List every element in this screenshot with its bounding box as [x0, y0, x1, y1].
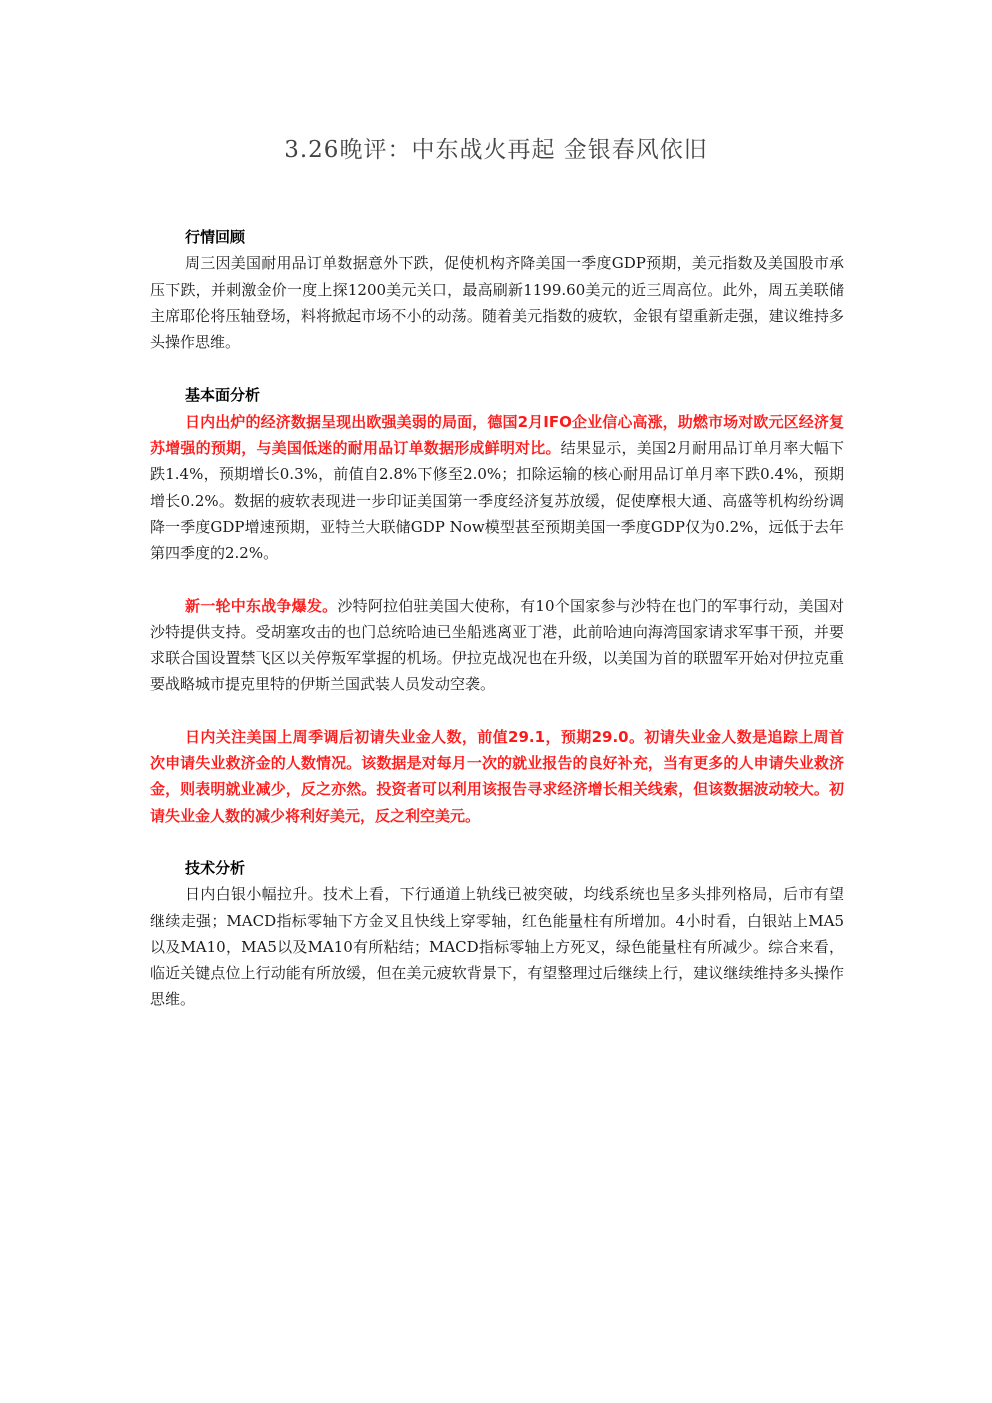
highlight-text: 新一轮中东战争爆发。: [185, 596, 338, 615]
technical-paragraph: 日内白银小幅拉升。技术上看，下行通道上轨线已被突破，均线系统也呈多头排列格局，后市有望继续走强；MACD指标零轴下方金叉且快线上穿零轴，红色能量柱有所增加。4小时看，白银站上MA5以及MA10，MA5以及MA10有所粘结；MACD指标零轴上方死叉，绿色能量柱有所减少。综合来看，临近关键点位上行动能有所放缓，但在美元疲软背景下，有望整理过后继续上行，建议继续维持多头操作思维。: [150, 885, 844, 1009]
fundamental-paragraph-2: [150, 593, 844, 698]
spacer: [150, 829, 844, 855]
fundamental-paragraph-3: [150, 724, 844, 829]
body-text: 沙特阿拉伯驻美国大使称，有10个国家参与沙特在也门的军事行动，美国对沙特提供支持。受胡塞攻击的也门总统哈迪已坐船逃离亚丁港，此前哈迪向海湾国家请求军事干预，并要求联合国设置禁飞区以关停叛军掌握的机场。伊拉克战况也在升级，以美国为首的联盟军开始对伊拉克重要战略城市提克里特的伊斯兰国武装人员发动空袭。: [150, 596, 844, 694]
highlight-text: 日内出炉的经济数据呈现出欧强美弱的局面，德国2月IFO企业信心高涨，助燃市场对欧元区经济复苏增强的预期，与美国低迷的耐用品订单数据形成鲜明对比。: [150, 412, 844, 458]
document-title: 3.26晚评：中东战火再起 金银春风依旧: [284, 137, 708, 163]
body-text: 结果显示，美国2月耐用品订单月率大幅下跌1.4%，预期增长0.3%，前值自2.8%下修至2.0%；扣除运输的核心耐用品订单月率下跌0.4%，预期增长0.2%。数据的疲软表现进一步印证美国第一季度经济复苏放缓，促使摩根大通、高盛等机构纷纷调降一季度GDP增速预期，亚特兰大联储GDP Now模型甚至预期美国一季度GDP仅为0.2%，远低于去年第四季度的2.2%。: [150, 439, 844, 563]
fundamental-paragraph-1: [150, 409, 844, 567]
section-heading-fundamental: 基本面分析: [185, 386, 261, 405]
highlight-text: 日内关注美国上周季调后初请失业金人数，前值29.1，预期29.0。初请失业金人数是追踪上周首次申请失业救济金的人数情况。该数据是对每月一次的就业报告的良好补充，当有更多的人申请失业救济金，则表明就业减少，反之亦然。投资者可以利用该报告寻求经济增长相关线索，但该数据波动较大。初请失业金人数的减少将利好美元，反之利空美元。: [150, 727, 844, 825]
section-heading-technical: 技术分析: [185, 858, 246, 877]
document-body: [150, 224, 844, 1013]
spacer: [150, 698, 844, 724]
market-review-paragraph: 周三因美国耐用品订单数据意外下跌，促使机构齐降美国一季度GDP预期，美元指数及美国股市承压下跌，并刺激金价一度上探1200美元关口，最高刷新1199.60美元的近三周高位。此外，周五美联储主席耶伦将压轴登场，料将掀起市场不小的动荡。随着美元指数的疲软，金银有望重新走强，建议维持多头操作思维。: [150, 254, 844, 352]
spacer: [150, 355, 844, 382]
spacer: [150, 567, 844, 593]
section-heading-market-review: 行情回顾: [185, 228, 246, 246]
